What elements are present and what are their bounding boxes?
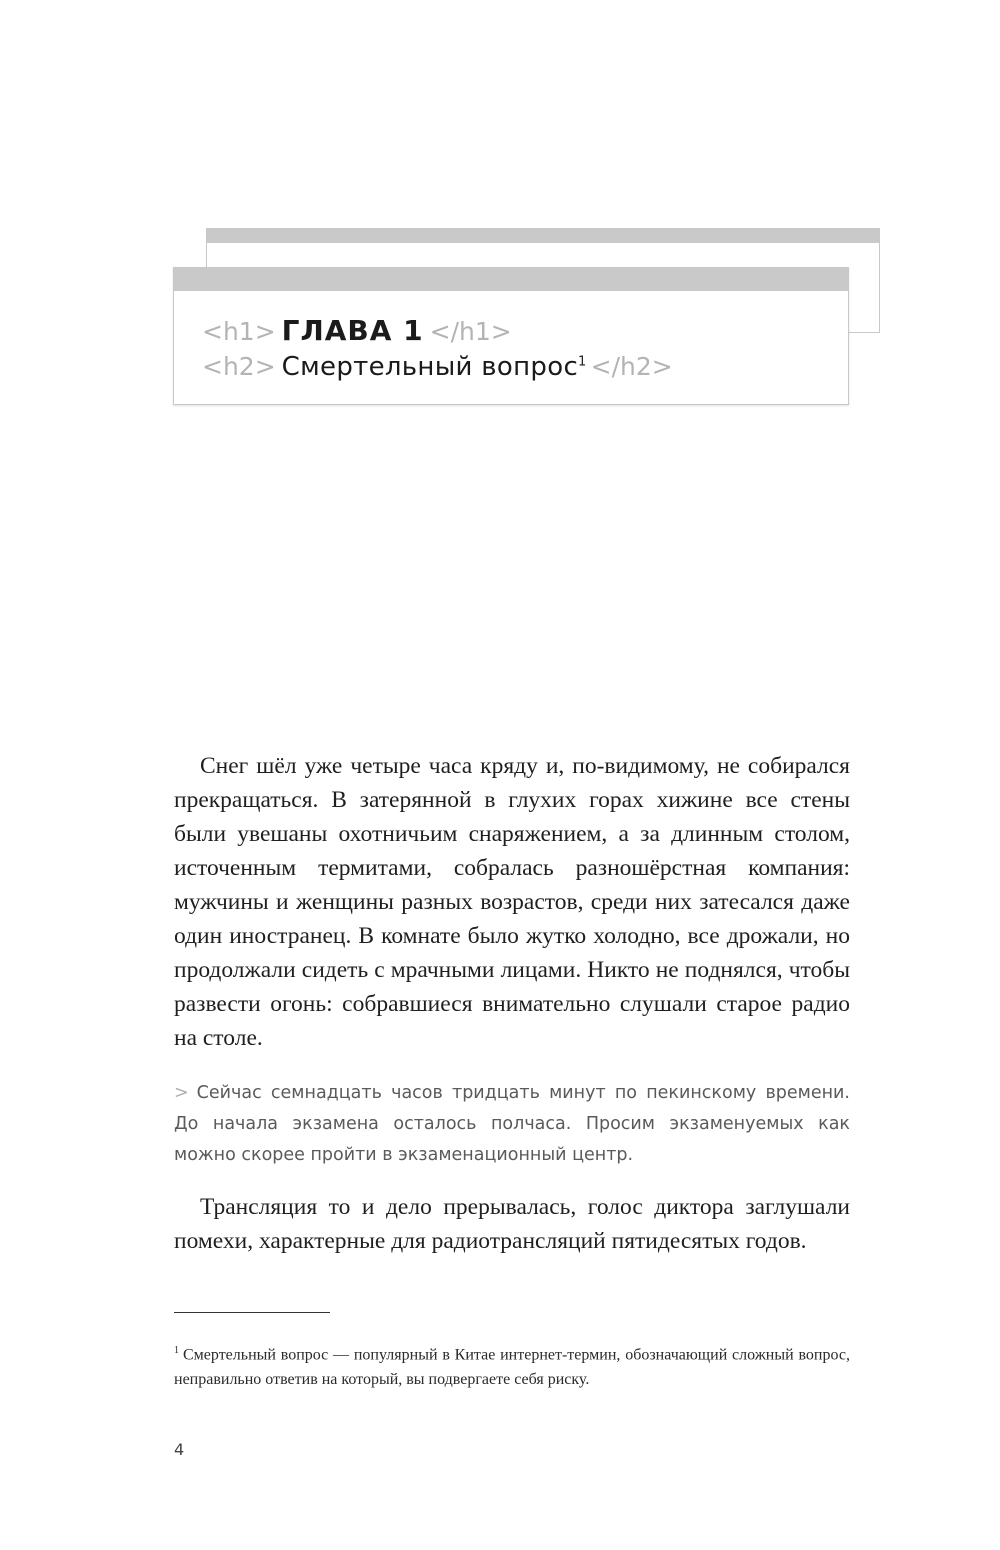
page-number: 4 [174, 1440, 185, 1459]
chapter-heading [202, 314, 512, 347]
footnote-divider [174, 1312, 330, 1313]
footnote-text: Смертельный вопрос — популярный в Китае интернет-термин, обозначающий сложный вопрос, неправильно ответив на который, вы подвергаете себя риску. [174, 1346, 850, 1389]
header-card-shadow-bar [207, 229, 879, 243]
chevron-right-icon: > [174, 1083, 189, 1103]
radio-announcement-text: Сейчас семнадцать часов тридцать минут по пекинскому времени. До начала экзамена осталось полчаса. Просим экзаменуемых как можно скорее пройти в экзаменационный центр. [174, 1083, 850, 1165]
chapter-number: ГЛАВА 1 [281, 314, 424, 347]
h2-open-tag: <h2> [202, 352, 276, 381]
paragraph-2: Трансляция то и дело прерывалась, голос диктора заглушали помехи, характерные для радиотрансляций пятидесятых годов. [174, 1194, 850, 1254]
chapter-title [282, 352, 587, 382]
footnote-mark: 1 [174, 1345, 179, 1356]
h1-close-tag: </h1> [429, 317, 512, 346]
h2-close-tag: </h2> [590, 352, 673, 381]
h1-open-tag: <h1> [202, 317, 276, 346]
paragraph-1: Снег шёл уже четыре часа кряду и, по-видимому, не собирался прекращаться. В затерянной в глухих горах хижине все стены были увешаны охотничьим снаряжением, а за длинным столом, источенным термитами, собралась разношёрстная компания: мужчины и женщины разных возрастов, среди них затесался даже один иностранец. В комнате было жутко холодно, все дрожали, но продолжали сидеть с мрачными лицами. Никто не поднялся, чтобы развести огонь: собравшиеся внимательно слушали старое радио на столе. [174, 753, 850, 1051]
chapter-title-text: Смертельный вопрос [281, 352, 579, 382]
chapter-header-bar [174, 268, 848, 291]
radio-announcement [174, 1078, 850, 1171]
chapter-title-line [202, 352, 673, 382]
footnote [174, 1338, 850, 1392]
title-footnote-mark: 1 [578, 354, 587, 370]
chapter-header-card [173, 267, 849, 405]
